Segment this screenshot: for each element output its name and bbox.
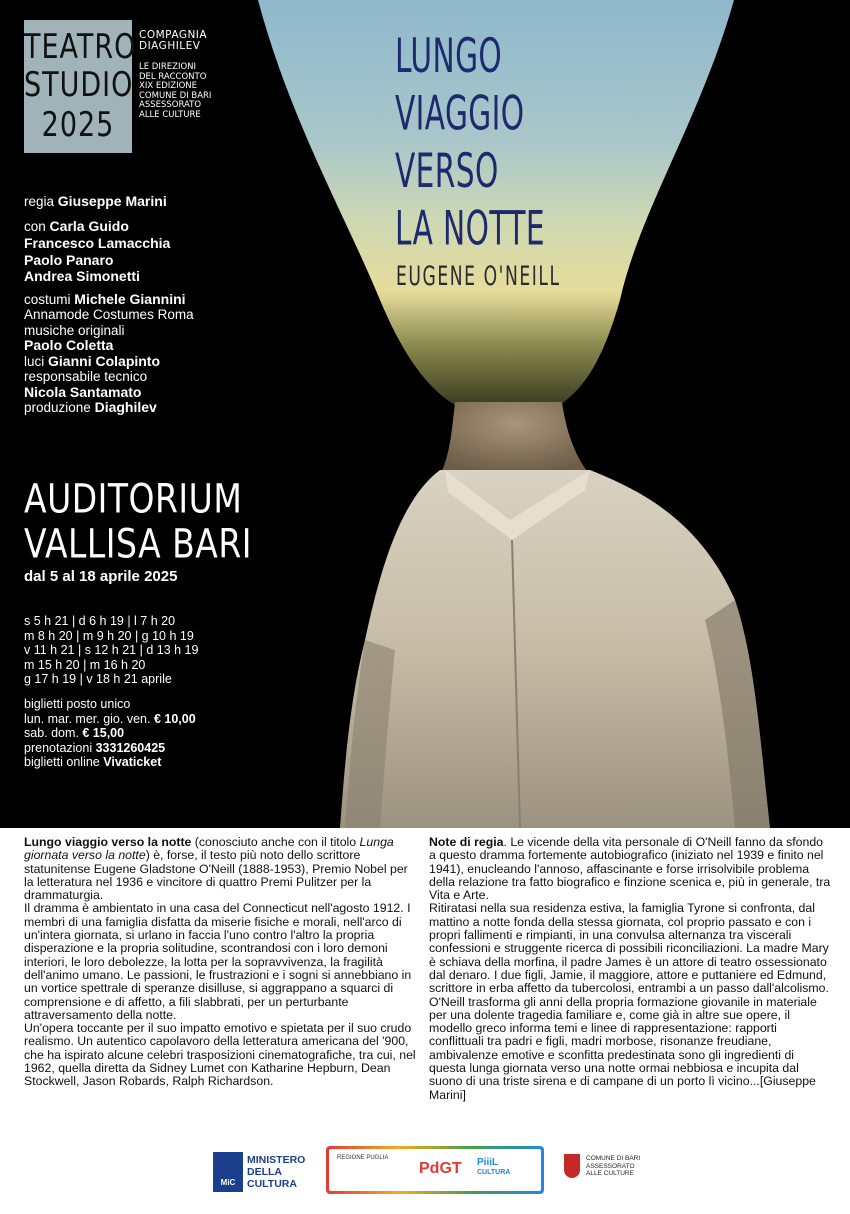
mic-badge: MiC [213,1152,243,1192]
org-line: COMUNE DI BARI [139,90,212,101]
title-line-2: VIAGGIO [395,85,525,141]
logo-line-2: STUDIO [24,66,134,105]
synopsis-title: Lungo viaggio verso la notte [24,835,192,849]
pdgt-logo: PdGT [419,1160,462,1177]
costumi-name: Michele Giannini [74,290,186,307]
figure-neck [440,402,590,475]
venue-line-2: VALLISA BARI [24,519,253,568]
run-dates: dal 5 al 18 aprile 2025 [24,568,178,585]
org-line: ALLE CULTURE [139,109,201,120]
con-label: con [24,218,46,234]
notes-paragraph-1: Note di regia. Le vicende della vita personale di O'Neill fanno da sfondo a questo dramma fortemente autobiografico (iniziato nel 1939 e finito nel 1941), enucleando l'annoso, affascinante e forse irrisolvibile problema della relazione tra fatto biografico e finzione scenica e, più in generale, tra Vita e Arte. [429,835,831,903]
booking-phone[interactable]: 3331260425 [95,740,166,755]
weekday-label: lun. mar. mer. gio. ven. [24,711,151,726]
figure-shirt [340,470,770,828]
comune-bari-logo: COMUNE DI BARI ASSESSORATO ALLE CULTURE [564,1154,654,1194]
org-line: XIX EDIZIONE [139,81,198,92]
teatro-studio-logo [24,20,137,153]
booking-label: prenotazioni [24,740,93,755]
venue-line-1: AUDITORIUM [24,474,243,523]
online-vendor[interactable]: Vivaticket [103,755,162,769]
logo-line-1: TEATRO [24,28,137,67]
synopsis-paragraph-2: Il dramma è ambientato in una casa del Connecticut nell'agosto 1912. I membri di una famiglia disfatta da miserie fisiche e morali, nell'arco di un'intera giornata, si urlano in faccia l'uno contro l'altro la propria disperazione e la propria solitudine, scontrandosi con i loro demoni interiori, le loro debolezze, la lotta per la sopravvivenza, la fragilità dell'animo umano. Le passioni, le frustrazioni e i sogni si annebbiano in un vortice spettrale di speranze disilluse, si aggrappano a squarci di comprensione e di affetto, a fili slabbrati, per un perturbante attraversamento della notte. [24,901,412,1022]
luci-name: Gianni Colapinto [48,352,161,369]
ministero-cultura-logo: MiC MINISTERO DELLA CULTURA [213,1152,323,1194]
schedule-row: m 8 h 20 | m 9 h 20 | g 10 h 19 [24,628,194,643]
play-title [395,27,545,257]
musiche-label: musiche originali [24,322,125,338]
company-line-2: DIAGHILEV [139,40,201,52]
ticket-info [24,697,196,770]
org-line: DEL RACCONTO [139,71,207,82]
weekend-price: € 15,00 [82,726,125,740]
synopsis-paragraph-3: Un'opera toccante per il suo impatto emotivo e spietata per il suo crudo realismo. Un autentico capolavoro della letteratura americana del '900, che ha ispirato alcune celebri trasposizioni cinematografiche, tra cui, nel 1962, quella diretta da Sidney Lumet con Katharine Hepburn, Dean Stockwell, Jason Robards, Ralph Richardson. [24,1021,416,1089]
author: EUGENE O'NEILL [396,262,561,292]
notes-paragraph-2: Ritiratasi nella sua residenza estiva, la famiglia Tyrone si confronta, dal mattino a notte fonda della stessa giornata, col proprio passato e con i propri fallimenti e rimpianti, in una convulsa alternanza tra viscerali confessioni e struggente ricerca di possibili riconciliazioni. La madre Mary è schiava della morfina, il padre James è un attore di teatro ossessionato dal denaro. I due figli, Jamie, il maggiore, attore e puttaniere ed Edmund, scrittore in erba affetto da tubercolosi, entrambi a un passo dall'alcolismo. [429,901,829,996]
sponsor-logos [0,1140,850,1200]
tickets-heading: biglietti posto unico [24,697,131,711]
schedule-row: g 17 h 19 | v 18 h 21 aprile [24,672,172,686]
tecnico-name: Nicola Santamato [24,383,142,400]
title-line-1: LUNGO [395,28,503,84]
director-notes-column [429,836,831,1102]
notes-heading: Note di regia [429,835,504,849]
regione-puglia-band [326,1146,544,1194]
costumi-note: Annamode Costumes Roma [24,307,194,322]
cast-member: Andrea Simonetti [24,268,140,284]
online-label: biglietti online [24,755,100,769]
musiche-name: Paolo Coletta [24,337,114,353]
bari-shield-icon [564,1154,580,1178]
alt-title: Lunga giornata verso la notte [24,835,394,863]
credits [24,193,354,423]
org-line: LE DIREZIONI [139,62,197,72]
company-line-1: COMPAGNIA [139,29,208,41]
cast-member: Paolo Panaro [24,251,114,268]
regia-name: Giuseppe Marini [57,193,167,209]
logo-line-3: 2025 [41,106,115,145]
notes-paragraph-3: O'Neill trasforma gli anni della propria formazione giovanile in materiale per una dolente tragedia familiare e, come già in altre sue opere, il modello greco informa temi e linee di rappresentazione: rapporti conflittuali tra padri e figli, madri morbose, risonanze freudiane, ambivalenze emotive e sconfitta predestinata sono gli ingredienti di questa lunga giornata verso una notte ormai nebbiosa e incupita dal suono di una triste sirena e di campane di un porto lì vicino...[Giuseppe Marini] [429,994,817,1102]
tecnico-label: responsabile tecnico [24,369,148,384]
title-line-3: VERSO [395,143,499,199]
synopsis-column [24,836,420,1089]
produzione-name: Diaghilev [94,399,157,415]
produzione-label: produzione [24,400,91,415]
regia-label: regia [24,194,55,209]
luci-label: luci [24,353,45,369]
costumi-label: costumi [24,291,71,307]
schedule-row: m 15 h 20 | m 16 h 20 [24,657,146,672]
regione-puglia-logo: REGIONE PUGLIA [337,1155,389,1161]
title-line-4: LA NOTTE [395,200,545,256]
organizer-block [139,30,239,121]
cast-member: Carla Guido [49,217,129,234]
schedule-row: s 5 h 21 | d 6 h 19 | l 7 h 20 [24,614,176,628]
synopsis-paragraph-1: Lungo viaggio verso la notte (conosciuto anche con il titolo Lunga giornata verso la notte) è, forse, il testo più noto dello scrittore statunitense Eugene Gladstone O'Neill (1888-1953), Premio Nobel per la letteratura nel 1936 e vincitore di quattro Premi Pulitzer per la drammaturgia. [24,835,408,903]
piil-cultura-logo: PiiiL CULTURA [477,1157,511,1176]
schedule-row: v 11 h 21 | s 12 h 21 | d 13 h 19 [24,643,199,657]
venue [24,476,252,566]
cast-member: Francesco Lamacchia [24,235,171,251]
weekday-price: € 10,00 [153,711,196,726]
weekend-label: sab. dom. [24,726,79,740]
performance-schedule [24,614,198,687]
org-line: ASSESSORATO [139,100,202,111]
